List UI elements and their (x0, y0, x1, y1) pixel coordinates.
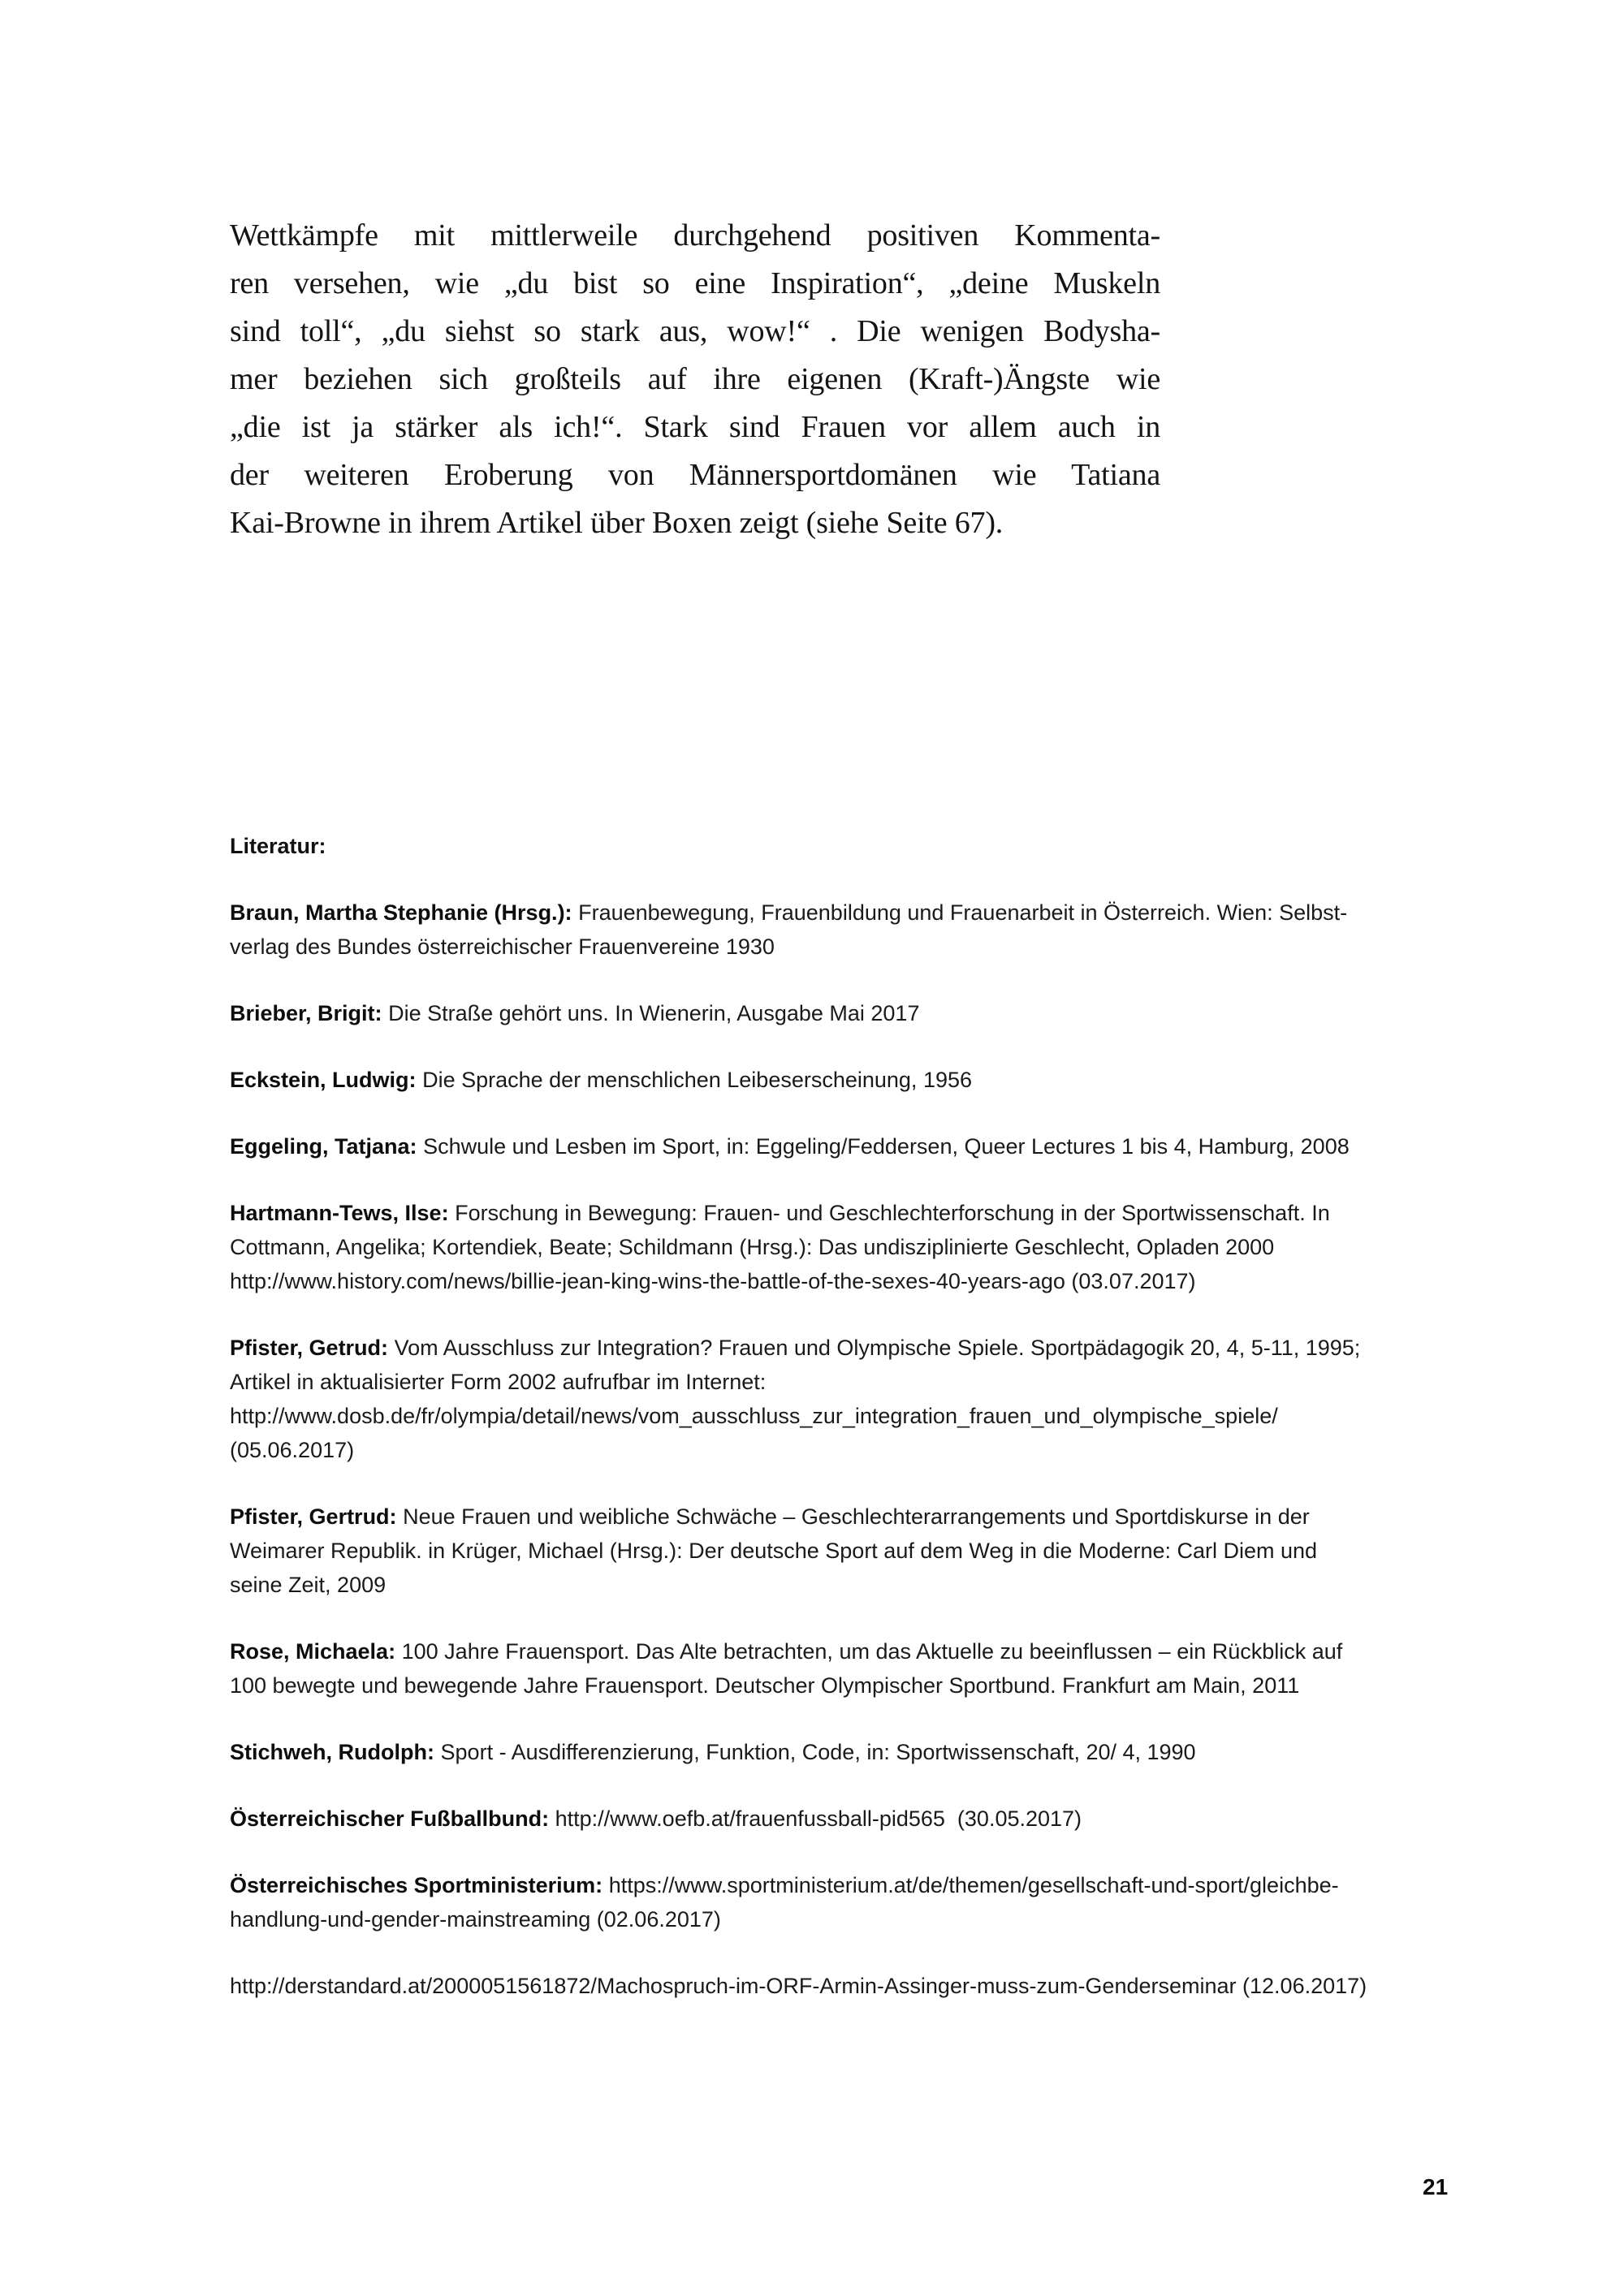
entry-url-text: https://www.sportministerium.at/de/themen/gesellschaft-und-sport/gleichbe- (608, 1873, 1339, 1897)
entry-text: Die Sprache der menschlichen Leibeserscheinung, 1956 (422, 1068, 973, 1092)
entry-url-text: http://www.oefb.at/frauenfussball-pid565 (30.05.2017) (555, 1806, 1082, 1831)
literature-entry-fussballbund (230, 1802, 1466, 1836)
entry-text: Schwule und Lesben im Sport, in: Eggeling/Feddersen, Queer Lectures 1 bis 4, Hamburg, 2008 (423, 1134, 1350, 1159)
entry-url-line (230, 1969, 1466, 2003)
literature-entry-rose (230, 1634, 1466, 1703)
entry-line (230, 1868, 1466, 1902)
entry-url-line: http://www.history.com/news/billie-jean-king-wins-the-battle-of-the-sexes-40-years-ago (03.07.2017) (230, 1269, 1196, 1293)
entry-author-label: Pfister, Getrud: (230, 1336, 389, 1360)
literature-entry-stichweh (230, 1735, 1466, 1769)
entry-line: Cottmann, Angelika; Kortendiek, Beate; Schildmann (Hrsg.): Das undisziplinierte Geschlecht, Opladen 2000 (230, 1235, 1275, 1259)
entry-line: 100 bewegte und bewegende Jahre Frauensport. Deutscher Olympischer Sportbund. Frankfurt am Main, 2011 (230, 1673, 1300, 1698)
entry-text: Forschung in Bewegung: Frauen- und Geschlechterforschung in der Sportwissenschaft. In (455, 1201, 1330, 1225)
entry-line (230, 896, 1466, 930)
literature-entry-sportministerium (230, 1868, 1466, 1936)
entry-text: 100 Jahre Frauensport. Das Alte betrachten, um das Aktuelle zu beeinflussen – ein Rückblick auf (401, 1639, 1343, 1664)
paragraph-line: ren versehen, wie „du bist so eine Inspiration“, „deine Muskeln (230, 266, 1160, 300)
entry-text: Die Straße gehört uns. In Wienerin, Ausgabe Mai 2017 (388, 1001, 920, 1025)
entry-url-line: http://www.dosb.de/fr/olympia/detail/news/vom_ausschluss_zur_integration_frauen_und_olympische_spiele/ (230, 1404, 1278, 1428)
entry-line (230, 1196, 1466, 1230)
entry-line (230, 1129, 1466, 1163)
entry-author-label: Eggeling, Tatjana: (230, 1134, 417, 1159)
entry-author-label: Brieber, Brigit: (230, 1001, 382, 1025)
entry-author-label: Pfister, Gertrud: (230, 1504, 397, 1529)
entry-author-label: Hartmann-Tews, Ilse: (230, 1201, 449, 1225)
literature-entry-pfister-getrud (230, 1331, 1466, 1467)
entry-line (230, 1634, 1466, 1668)
paragraph-line: Kai-Browne in ihrem Artikel über Boxen zeigt (siehe Seite 67). (230, 506, 1004, 540)
entry-author-label: Eckstein, Ludwig: (230, 1068, 417, 1092)
entry-line: Artikel in aktualisierter Form 2002 aufrufbar im Internet: (230, 1370, 767, 1394)
entry-text: Sport - Ausdifferenzierung, Funktion, Code, in: Sportwissenschaft, 20/ 4, 1990 (440, 1740, 1196, 1764)
entry-line (230, 1331, 1466, 1365)
paragraph-line: Wettkämpfe mit mittlerweile durchgehend positiven Kommenta- (230, 218, 1160, 253)
entry-line (230, 996, 1466, 1030)
entry-text: Neue Frauen und weibliche Schwäche – Geschlechterarrangements und Sportdiskurse in der (403, 1504, 1310, 1529)
entry-line (230, 1063, 1466, 1097)
entry-text: Frauenbewegung, Frauenbildung und Frauenarbeit in Österreich. Wien: Selbst- (578, 900, 1348, 925)
entry-author-label: Stichweh, Rudolph: (230, 1740, 434, 1764)
paragraph-line: mer beziehen sich großteils auf ihre eigenen (Kraft-)Ängste wie (230, 362, 1160, 396)
paragraph-line: der weiteren Eroberung von Männersportdomänen wie Tatiana (230, 458, 1160, 492)
literature-entry-braun (230, 896, 1466, 964)
entry-author-label: Braun, Martha Stephanie (Hrsg.): (230, 900, 572, 925)
paragraph-line: sind toll“, „du siehst so stark aus, wow!“ . Die wenigen Bodysha- (230, 314, 1160, 348)
literature-entry-eckstein (230, 1063, 1466, 1097)
literature-entry-derstandard (230, 1969, 1466, 2003)
page-number: 21 (1423, 2174, 1449, 2199)
entry-author-label: Österreichisches Sportministerium: (230, 1873, 603, 1897)
entry-line (230, 1735, 1466, 1769)
entry-author-label: Österreichischer Fußballbund: (230, 1806, 550, 1831)
entry-text: Vom Ausschluss zur Integration? Frauen und Olympische Spiele. Sportpädagogik 20, 4, 5-11, 1995; (394, 1336, 1361, 1360)
literature-entry-pfister-gertrud (230, 1500, 1466, 1602)
entry-line: seine Zeit, 2009 (230, 1573, 387, 1597)
literature-entry-brieber (230, 996, 1466, 1030)
literature-entry-eggeling (230, 1129, 1466, 1163)
paragraph-line: „die ist ja stärker als ich!“. Stark sind Frauen vor allem auch in (230, 410, 1160, 444)
entry-line: (05.06.2017) (230, 1438, 355, 1462)
literature-entry-hartmann-tews (230, 1196, 1466, 1298)
entry-url-text: http://derstandard.at/2000051561872/Machospruch-im-ORF-Armin-Assinger-muss-zum-Genderseminar (12.06.2017) (230, 1974, 1367, 1998)
entry-line: handlung-und-gender-mainstreaming (02.06.2017) (230, 1907, 721, 1932)
entry-author-label: Rose, Michaela: (230, 1639, 396, 1664)
entry-line: verlag des Bundes österreichischer Frauenvereine 1930 (230, 934, 775, 959)
intro-paragraph (230, 212, 1160, 547)
literature-section (230, 829, 1466, 2003)
entry-line (230, 1802, 1466, 1836)
entry-line: Weimarer Republik. in Krüger, Michael (Hrsg.): Der deutsche Sport auf dem Weg in die Moderne: Carl Diem und (230, 1539, 1318, 1563)
entry-line (230, 1500, 1466, 1534)
literature-heading: Literatur: (230, 834, 326, 858)
